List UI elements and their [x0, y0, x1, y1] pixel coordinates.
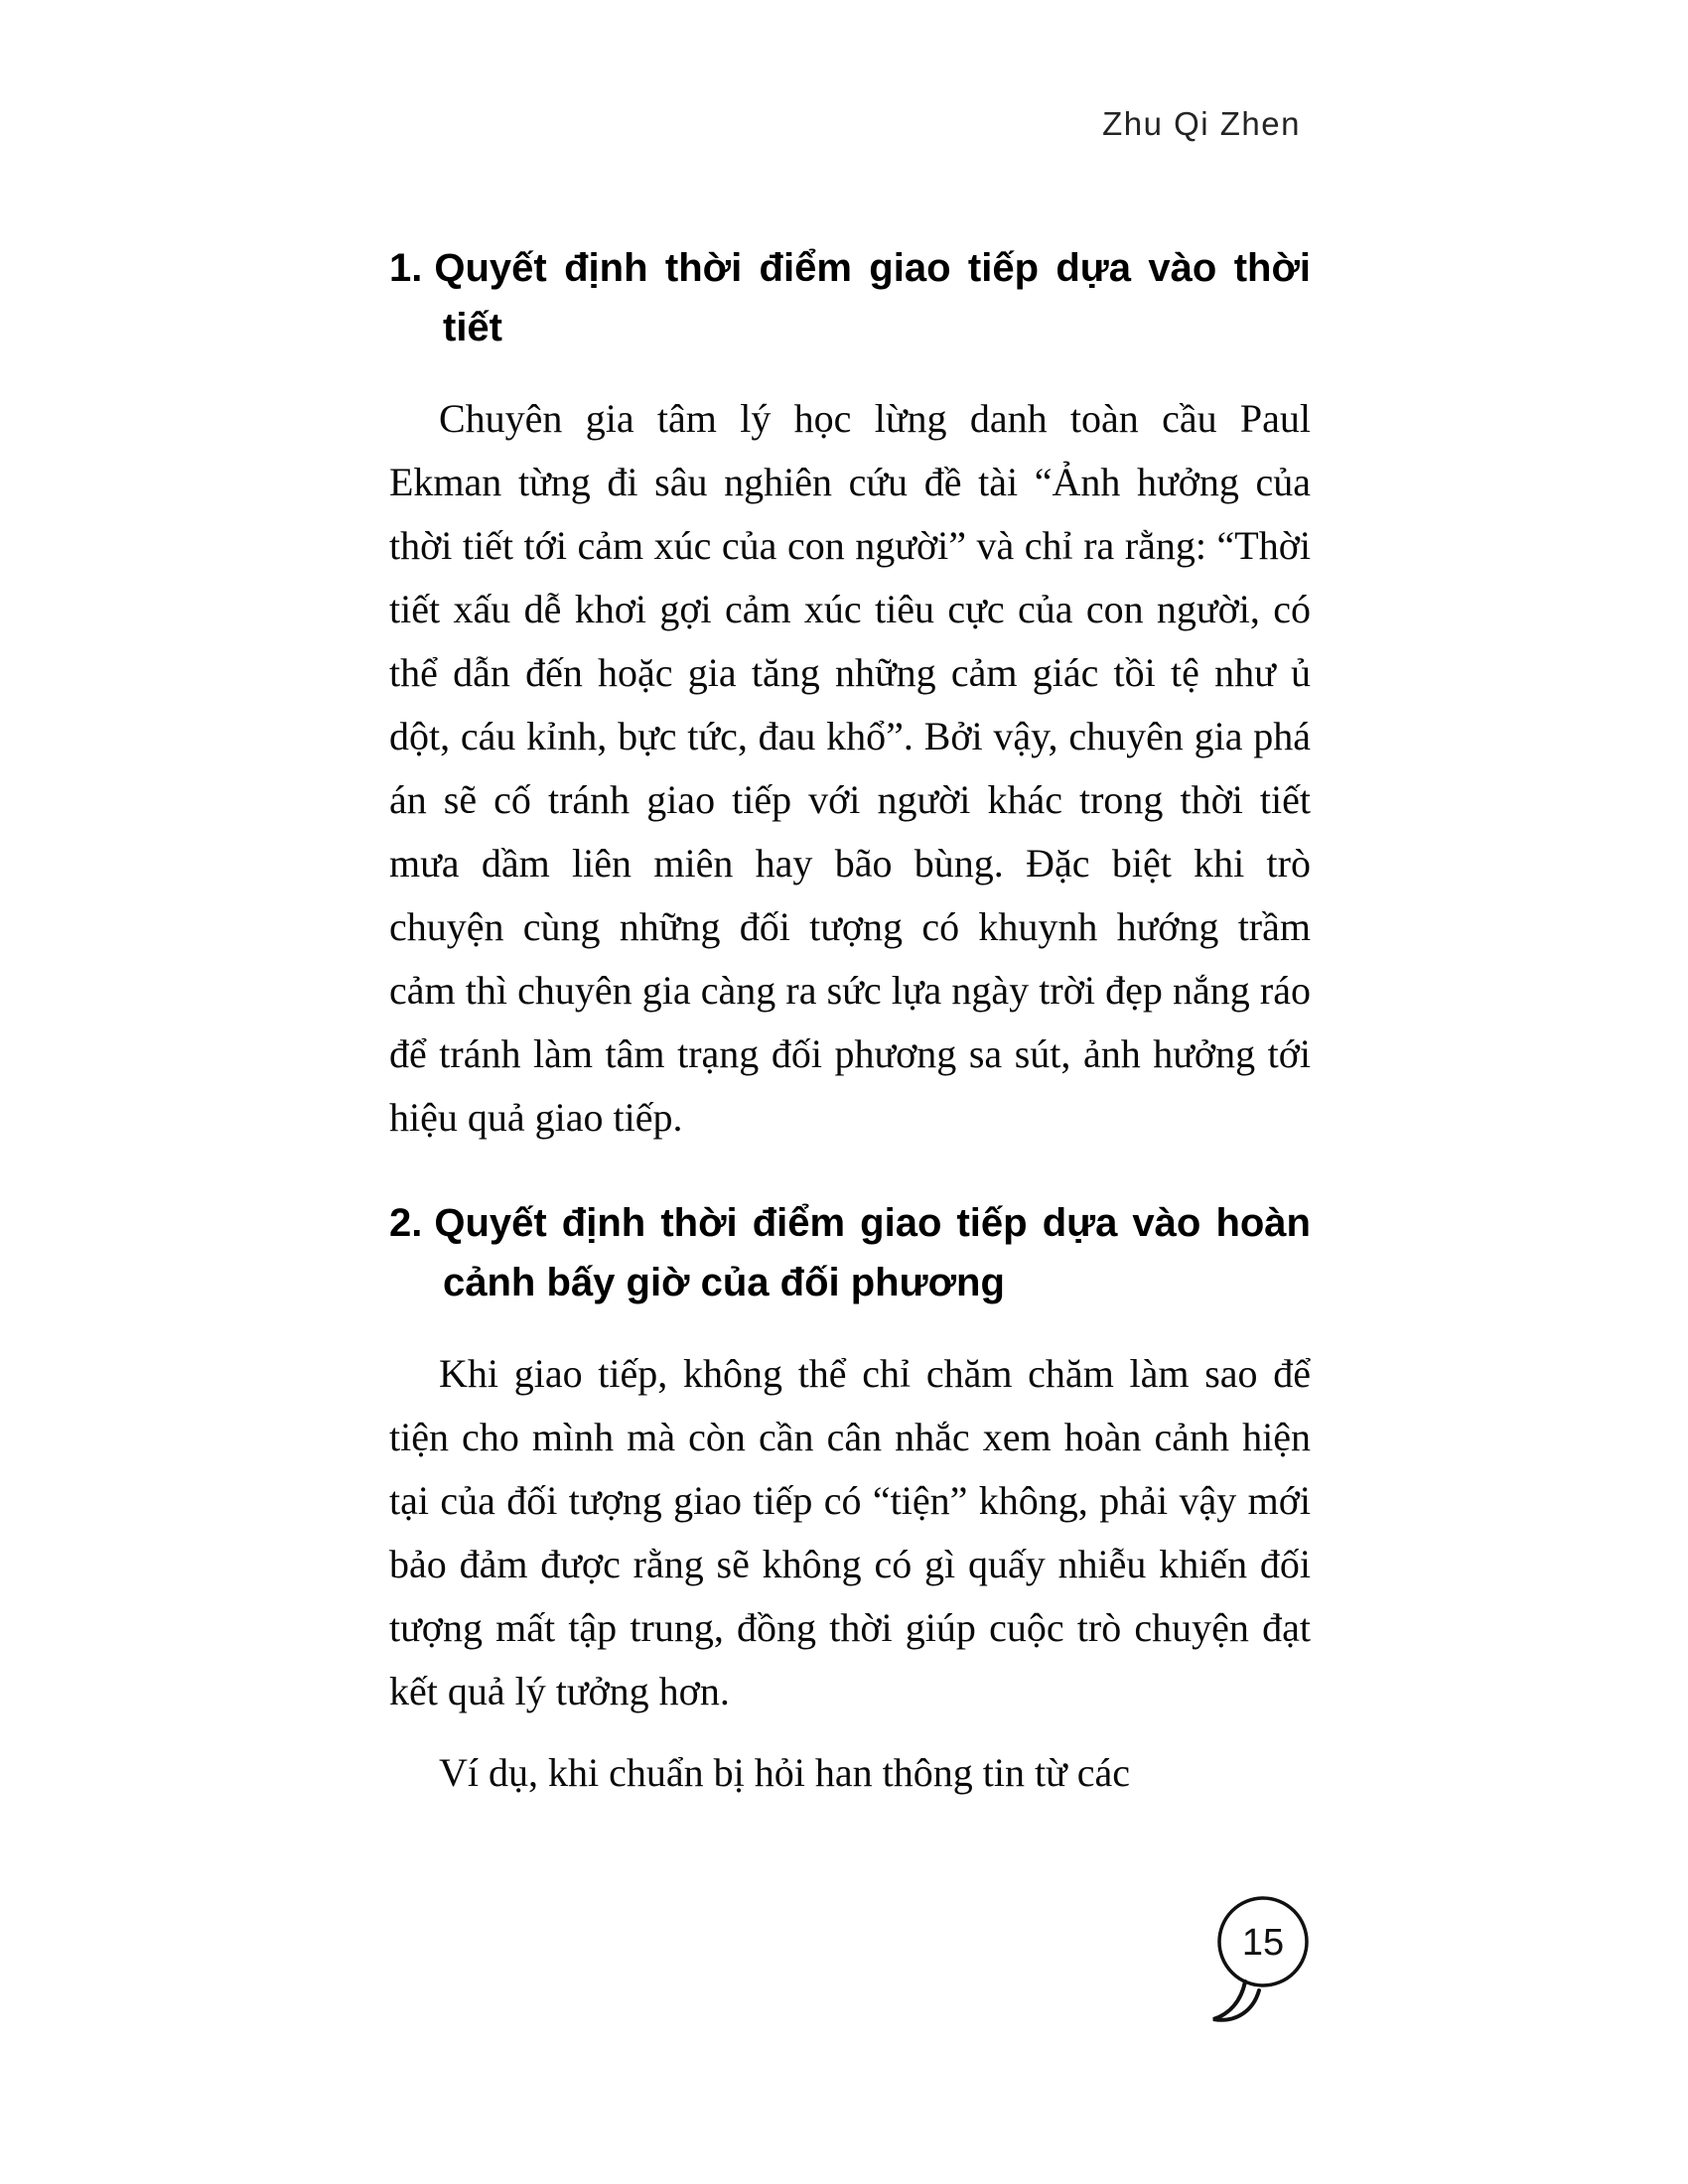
page-number: 15	[1241, 1922, 1285, 1964]
section-1-title: Quyết định thời điểm giao tiếp dựa vào thời tiết	[434, 246, 1311, 349]
section-2-number: 2.	[389, 1201, 423, 1245]
section-1-number: 1.	[389, 246, 423, 290]
section-heading-1	[389, 238, 1311, 357]
running-header: Zhu Qi Zhen	[1102, 105, 1301, 142]
section-heading-2	[389, 1193, 1311, 1312]
page-number-bubble	[1199, 1888, 1329, 2037]
section-2-paragraph-2: Ví dụ, khi chuẩn bị hỏi han thông tin từ các	[439, 1750, 1130, 1795]
section-2-title: Quyết định thời điểm giao tiếp dựa vào hoàn cảnh bấy giờ của đối phương	[434, 1201, 1311, 1304]
page-content	[389, 238, 1311, 1823]
speech-bubble-icon	[1199, 1888, 1329, 2037]
section-1-paragraph-1: Chuyên gia tâm lý học lừng danh toàn cầu Paul Ekman từng đi sâu nghiên cứu đề tài “Ảnh hưởng của thời tiết tới cảm xúc của con người” và chỉ ra rằng: “Thời tiết xấu dễ khơi gợi cảm xúc tiêu cực của con người, có thể dẫn đến hoặc gia tăng những cảm giác tồi tệ như ủ dột, cáu kỉnh, bực tức, đau khổ”. Bởi vậy, chuyên gia phá án sẽ cố tránh giao tiếp với người khác trong thời tiết mưa dầm liên miên hay bão bùng. Đặc biệt khi trò chuyện cùng những đối tượng có khuynh hướng trầm cảm thì chuyên gia càng ra sức lựa ngày trời đẹp nắng ráo để tránh làm tâm trạng đối phương sa sút, ảnh hưởng tới hiệu quả giao tiếp.	[389, 396, 1311, 1140]
bubble-tail	[1213, 1981, 1259, 2020]
section-2-paragraph-1: Khi giao tiếp, không thể chỉ chăm chăm làm sao để tiện cho mình mà còn cần cân nhắc xem hoàn cảnh hiện tại của đối tượng giao tiếp có “tiện” không, phải vậy mới bảo đảm được rằng sẽ không có gì quấy nhiễu khiến đối tượng mất tập trung, đồng thời giúp cuộc trò chuyện đạt kết quả lý tưởng hơn.	[389, 1351, 1311, 1713]
